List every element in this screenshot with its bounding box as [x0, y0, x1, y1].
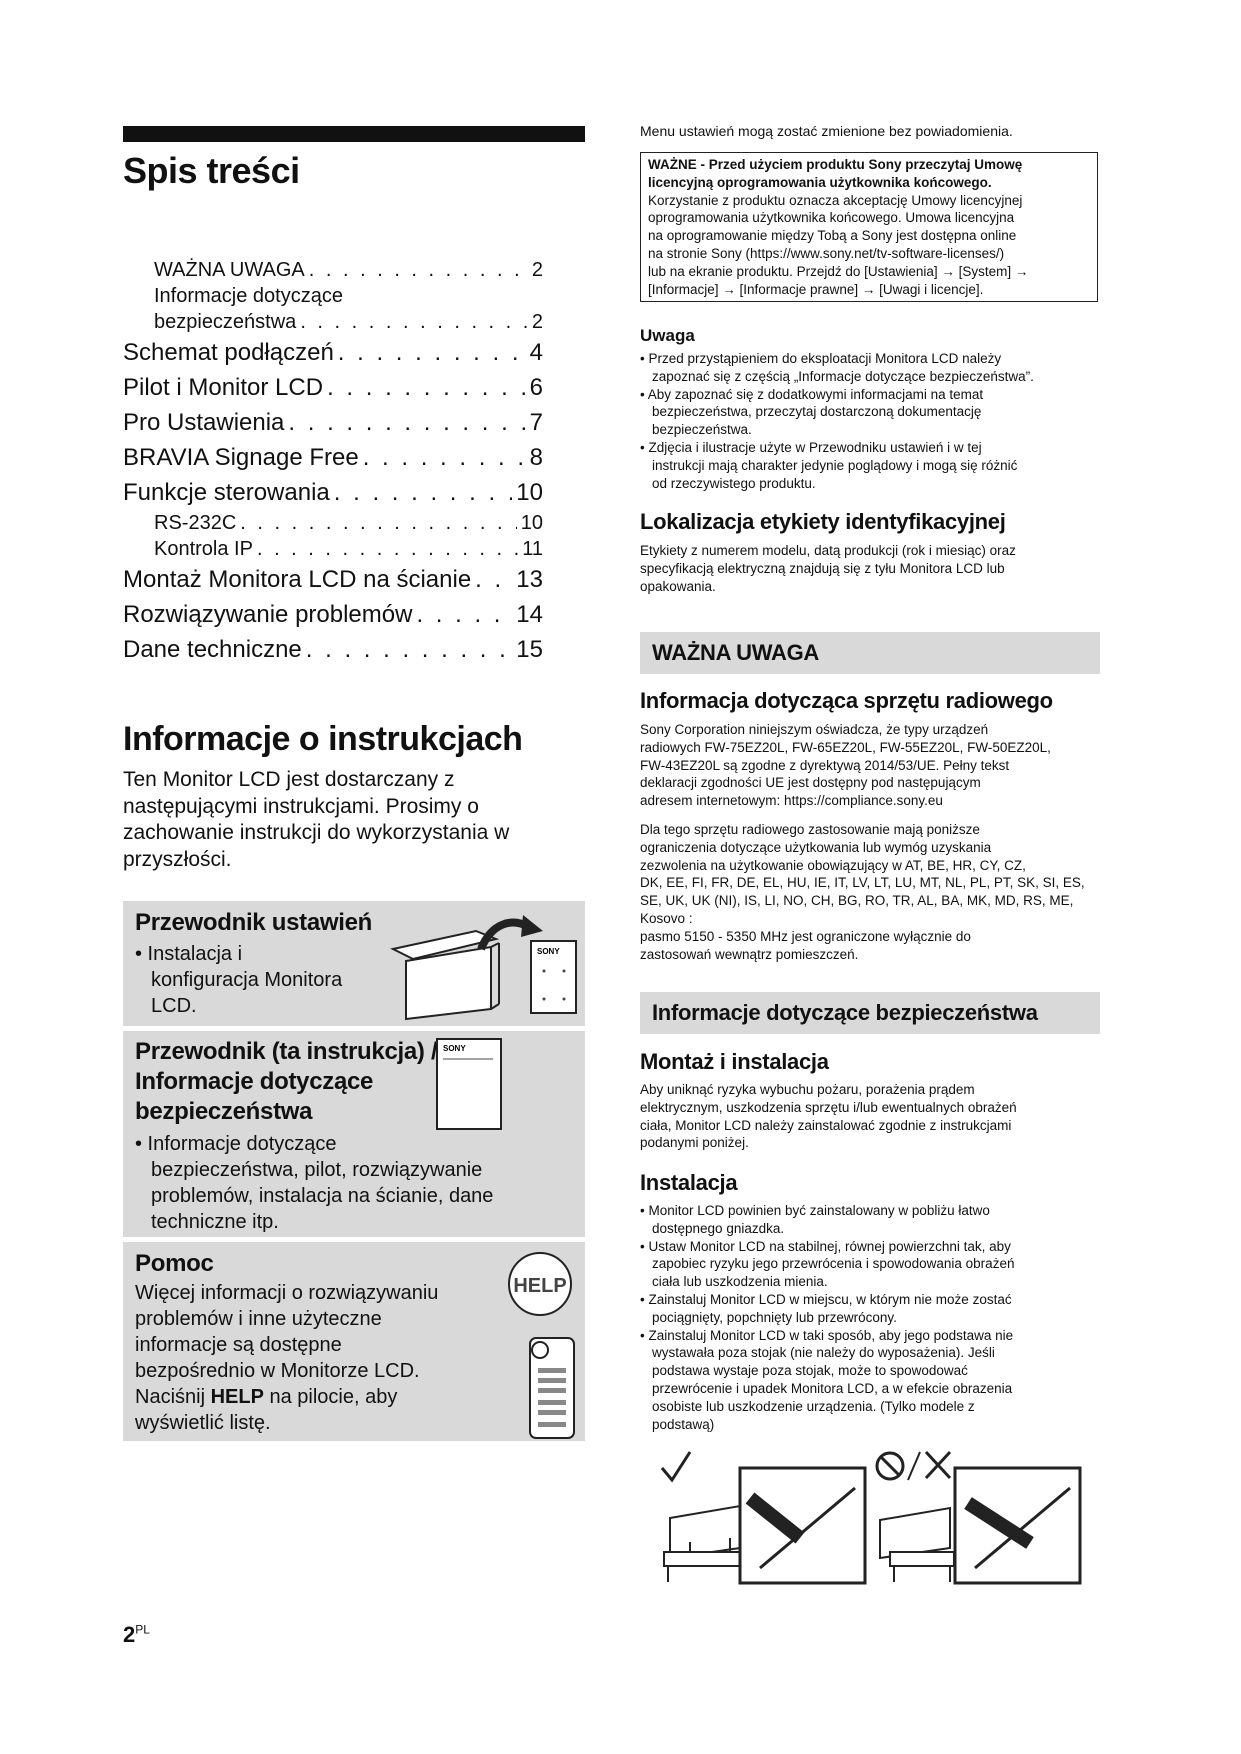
list-item: • Zdjęcia i ilustracje użyte w Przewodniku ustawień i w tej instrukcji mają charakter jedynie poglądowy i mogą się różnić od rzeczywistego produktu.	[640, 439, 1018, 491]
toc-item[interactable]: Rozwiązywanie problemów . . . 14	[123, 597, 543, 632]
cross-icon	[926, 1452, 950, 1478]
help-desc: Więcej informacji o rozwiązywaniu problemów i inne użyteczne informacje są dostępne bezpośrednio w Monitorze LCD. Naciśnij HELP na pilocie, aby wyświetlić listę.	[135, 1282, 439, 1434]
mount-text: Aby uniknąć ryzyka wybuchu pożaru, porażenia prądem elektrycznym, uszkodzenia sprzętu i/lub ewentualnych obrażeń ciała, Monitor LCD należy zainstalować zgodnie z instrukcjami podanymi poniżej.	[640, 1082, 1017, 1151]
toc-item[interactable]: WAŻNA UWAGA . . . 2	[123, 257, 543, 283]
label-location-title: Lokalizacja etykiety identyfikacyjnej	[640, 509, 1006, 534]
help-box	[123, 1242, 585, 1441]
toc-item[interactable]: BRAVIA Signage Free . . . 8	[123, 440, 543, 475]
toc-item[interactable]: Pilot i Monitor LCD . . . 6	[123, 370, 543, 405]
list-item: • Zainstaluj Monitor LCD w miejscu, w którym nie może zostać pociągnięty, popchnięty lub przewrócony.	[640, 1291, 1012, 1325]
help-button-label: HELP	[513, 1275, 567, 1297]
doc-brand: SONY	[443, 1044, 466, 1053]
doc-brand: SONY	[537, 947, 560, 956]
toc-item[interactable]: Kontrola IP . . . 11	[123, 536, 543, 562]
toc-item[interactable]: Pro Ustawienia . . . 7	[123, 405, 543, 440]
radio-title: Informacja dotycząca sprzętu radiowego	[640, 688, 1053, 713]
list-item: • Aby zapoznać się z dodatkowymi informacjami na temat bezpieczeństwa, przeczytaj dostarczoną dokumentację bezpieczeństwa.	[640, 386, 984, 438]
info-title: Informacje o instrukcjach	[123, 720, 523, 758]
radio-text-1: Sony Corporation niniejszym oświadcza, że typy urządzeń radiowych FW-75EZ20L, FW-65EZ20L, FW-55EZ20L, FW-50EZ20L, FW-43EZ20L są zgodne z dyrektywą 2014/53/UE. Pełny tekst deklaracji zgodności UE jest dostępny pod następującym adresem internetowym: https://compliance.sony.eu	[640, 722, 1051, 809]
table-of-contents	[123, 257, 543, 667]
zoom-correct-frame	[740, 1468, 865, 1583]
license-warning-box: WAŻNE - Przed użyciem produktu Sony przeczytaj Umowę licencyjną oprogramowania użytkownika końcowego. Korzystanie z produktu oznacza akceptację Umowy licencyjnej oprogramowania użytkownika końcowego. Umowa licencyjna na oprogramowanie między Tobą a Sony jest dostępna online na stronie Sony (https://www.sony.net/tv-software-licenses/) lub na ekranie produktu. Przejdź do [Ustawienia] → [System] → [Informacje] → [Informacje prawne] → [Uwagi i licencje].	[640, 152, 1098, 302]
important-notice-bar: WAŻNA UWAGA	[640, 632, 1100, 674]
section-top-bar	[123, 126, 585, 142]
wrong-placement-scene	[880, 1508, 954, 1582]
box-unpacking-illustration	[381, 909, 581, 1021]
install-title: Instalacja	[640, 1170, 738, 1195]
toc-item[interactable]: Dane techniczne . . . 15	[123, 632, 543, 667]
page-number: $2^{PL}$	[123, 1622, 150, 1647]
toc-title: Spis treści	[123, 150, 300, 191]
check-icon	[662, 1452, 690, 1480]
setup-guide-box	[123, 901, 585, 1026]
setup-guide-desc: • Instalacja i konfiguracja Monitora LCD.	[135, 943, 343, 1017]
radio-text-2: Dla tego sprzętu radiowego zastosowanie mają poniższe ograniczenia dotyczące użytkowania lub wymóg uzyskania zezwolenia na użytkowanie obowiązujący w AT, BE, HR, CY, CZ, DK, EE, FI, FR, DE, EL, HU, IE, IT, LV, LT, LU, MT, NL, PL, PT, SK, SI, ES, SE, UK, UK (NI), IS, LI, NO, CH, BG, RO, TR, AL, BA, MK, MD, RS, ME, Kosovo : pasmo 5150 - 5350 MHz jest ograniczone wyłącznie do zastosowań wewnątrz pomieszczeń.	[640, 822, 1085, 962]
help-title: Pomoc	[135, 1250, 214, 1277]
manual-desc: • Informacje dotyczące bezpieczeństwa, pilot, rozwiązywanie problemów, instalacja na ścianie, dane techniczne itp.	[135, 1133, 494, 1233]
note-list	[640, 350, 1105, 492]
settings-note: Menu ustawień mogą zostać zmienione bez powiadomienia.	[640, 123, 1013, 139]
label-location-text: Etykiety z numerem modelu, datą produkcji (rok i miesiąc) oraz specyfikacją elektryczną znajdują się z tyłu Monitora LCD lub opakowania.	[640, 543, 1016, 594]
list-item: • Ustaw Monitor LCD na stabilnej, równej powierzchni tak, aby zapobiec ryzyku jego przewrócenia i spowodowania obrażeń ciała lub uszkodzenia mienia.	[640, 1238, 1015, 1290]
manual-document-icon	[435, 1037, 505, 1133]
list-item: • Monitor LCD powinien być zainstalowany w pobliżu łatwo dostępnego gniazdka.	[640, 1203, 990, 1236]
manual-title: Przewodnik (ta instrukcja) / Informacje dotyczące bezpieczeństwa	[135, 1038, 438, 1125]
toc-item[interactable]: Funkcje sterowania . . . 10	[123, 475, 543, 510]
toc-item[interactable]: bezpieczeństwa . . . 2	[123, 309, 543, 335]
setup-guide-title: Przewodnik ustawień	[135, 909, 373, 936]
zoom-wrong-frame	[955, 1468, 1080, 1583]
list-item: • Przed przystąpieniem do eksploatacji Monitora LCD należy zapoznać się z częścią „Informacje dotyczące bezpieczeństwa”.	[640, 351, 1034, 384]
manual-box	[123, 1031, 585, 1237]
toc-item[interactable]: Schemat podłączeń . . . 4	[123, 335, 543, 370]
info-intro: Ten Monitor LCD jest dostarczany z następującymi instrukcjami. Prosimy o zachowanie instrukcji do wykorzystania w przyszłości.	[123, 768, 510, 871]
install-list	[640, 1202, 1105, 1433]
toc-item[interactable]: Informacje dotyczące	[154, 285, 343, 307]
list-item: • Zainstaluj Monitor LCD w taki sposób, aby jego podstawa nie wystawała poza stojak (nie należy do wyposażenia). Jeśli podstawa wystaje poza stojak, może to spowodować przewrócenie i upadek Monitora LCD, a w efekcie obrazenia osobiste lub uszkodzenie urządzenia. (Tylko modele z podstawą)	[640, 1327, 1014, 1432]
stand-placement-illustration	[650, 1448, 1090, 1588]
mount-title: Montaż i instalacja	[640, 1049, 829, 1074]
safety-section-bar: Informacje dotyczące bezpieczeństwa	[640, 992, 1100, 1034]
toc-item[interactable]: Montaż Monitora LCD na ścianie . . . 13	[123, 562, 543, 597]
toc-item[interactable]: RS-232C . . . 10	[123, 510, 543, 536]
remote-help-illustration	[498, 1250, 580, 1440]
note-title: Uwaga	[640, 326, 695, 345]
